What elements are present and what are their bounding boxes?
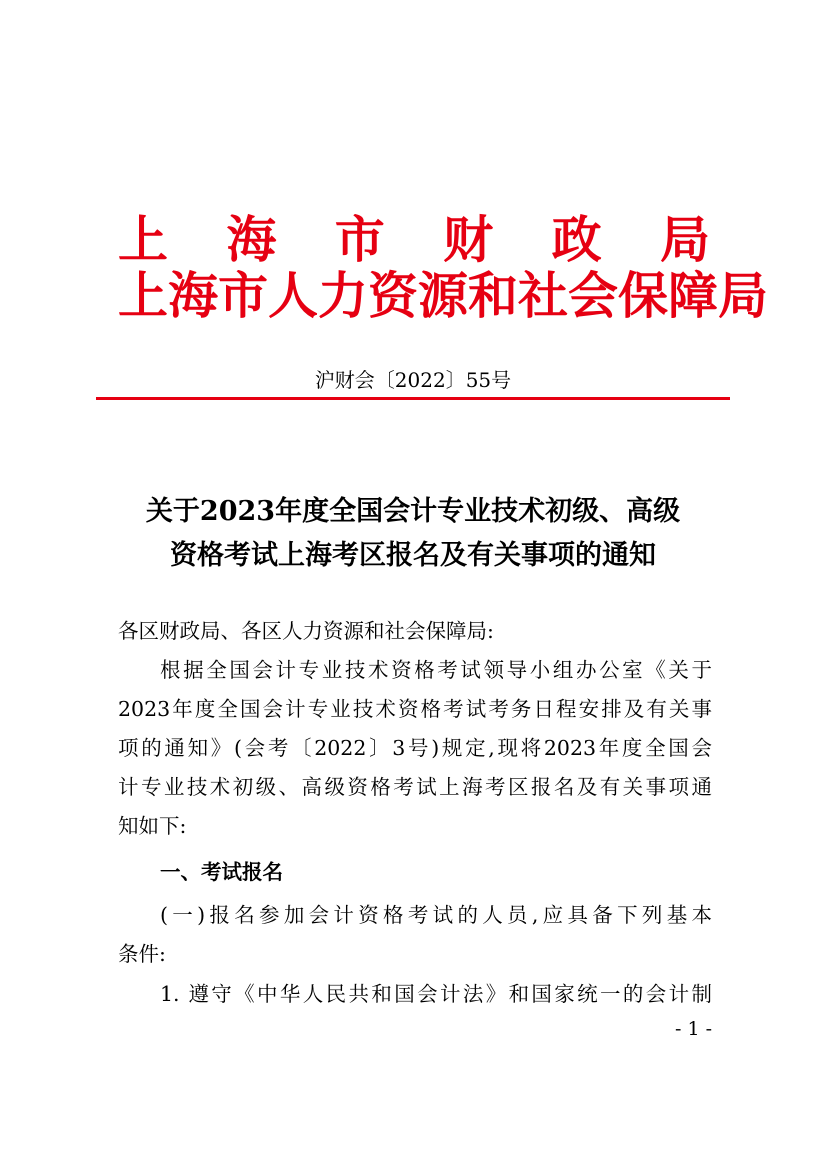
issuer-char: 上 [118, 211, 168, 269]
issuer-name-hr-bureau: 上海市人力资源和社会保障局 [118, 267, 768, 325]
list-item: 1. 遵守《中华人民共和国会计法》和国家统一的会计制 [160, 982, 712, 1006]
salutation: 各区财政局、各区人力资源和社会保障局: [118, 619, 494, 643]
page-number: - 1 - [674, 1018, 712, 1040]
issuer-char: 局 [659, 211, 710, 269]
issuer-char: 财 [443, 211, 494, 269]
issuer-char: 海 [226, 211, 277, 269]
paragraph-line: 项的通知》(会考〔2022〕3号)规定,现将2023年度全国会 [118, 736, 712, 760]
paragraph-line: 根据全国会计专业技术资格考试领导小组办公室《关于 [160, 658, 712, 682]
paragraph-line: 计专业技术初级、高级资格考试上海考区报名及有关事项通 [118, 775, 712, 799]
section-heading: 一、考试报名 [160, 860, 283, 884]
paragraph-line: 条件: [118, 942, 166, 966]
paragraph-line: 2023年度全国会计专业技术资格考试考务日程安排及有关事 [118, 697, 712, 721]
paragraph-line: (一)报名参加会计资格考试的人员,应具备下列基本 [160, 903, 712, 927]
issuer-char: 市 [334, 211, 385, 269]
document-title-line-1: 关于2023年度全国会计专业技术初级、高级 [145, 496, 681, 527]
paragraph-line: 知如下: [118, 814, 187, 838]
issuer-char: 政 [551, 211, 602, 269]
header-divider [96, 397, 730, 400]
document-title-line-2: 资格考试上海考区报名及有关事项的通知 [170, 540, 656, 571]
document-number: 沪财会〔2022〕55号 [314, 368, 512, 392]
issuer-name-finance-bureau [118, 210, 710, 270]
